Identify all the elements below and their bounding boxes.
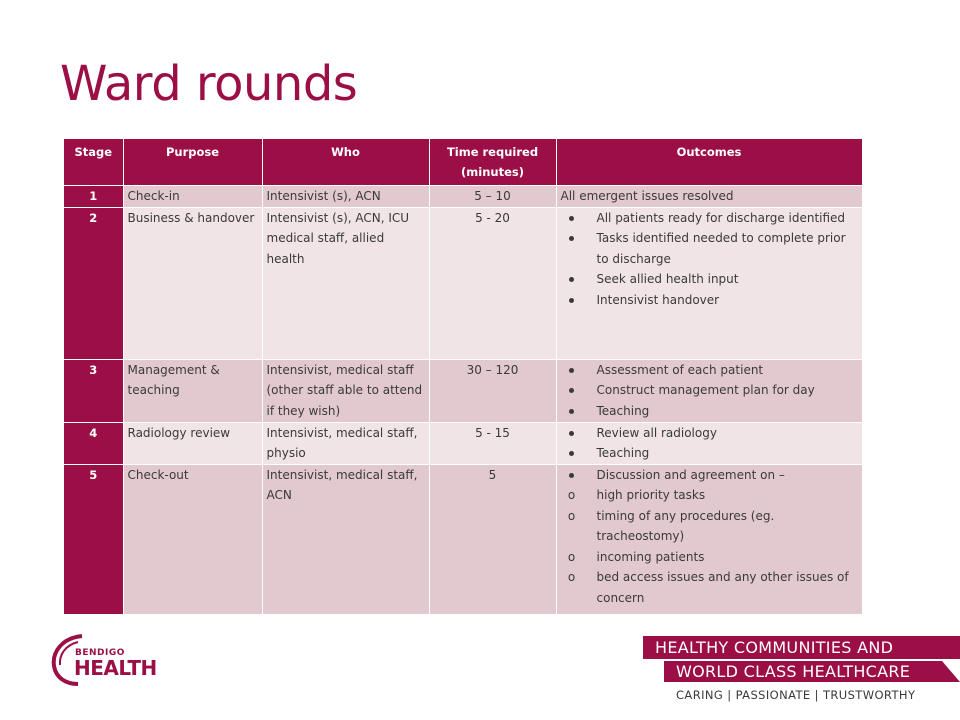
bullet-dot bbox=[569, 236, 574, 241]
table-row bbox=[64, 359, 862, 422]
table-row bbox=[64, 422, 862, 464]
list-item bbox=[561, 567, 858, 608]
who-cell: Intensivist, medical staff (other staff able to attend if they wish) bbox=[262, 359, 429, 422]
header-outcomes: Outcomes bbox=[556, 139, 862, 186]
header-time: Time required (minutes) bbox=[429, 139, 556, 186]
list-item bbox=[561, 228, 858, 269]
table-row bbox=[64, 186, 862, 208]
outcome-text: bed access issues and any other issues of concern bbox=[596, 570, 849, 605]
bendigo-health-logo bbox=[48, 630, 158, 690]
outcome-text: timing of any procedures (eg. tracheostomy) bbox=[596, 508, 775, 543]
header-purpose: Purpose bbox=[123, 139, 262, 186]
banner-line-2-text: WORLD CLASS HEALTHCARE bbox=[676, 662, 911, 681]
outcome-text: Construct management plan for day bbox=[596, 383, 815, 397]
outcomes-list bbox=[561, 465, 858, 609]
outcome-text: Review all radiology bbox=[596, 425, 717, 440]
header-stage: Stage bbox=[64, 139, 123, 186]
bullet-icon bbox=[565, 443, 579, 464]
bullet-dot bbox=[569, 277, 574, 282]
banner-notch bbox=[942, 661, 960, 682]
purpose-cell: Radiology review bbox=[123, 422, 262, 464]
logo-main-text: HEALTH bbox=[74, 656, 157, 680]
header-who: Who bbox=[262, 139, 429, 186]
tagline: CARING | PASSIONATE | TRUSTWORTHY bbox=[676, 688, 916, 702]
list-item bbox=[561, 380, 858, 401]
outcome-text: All emergent issues resolved bbox=[560, 189, 734, 203]
bullet-icon bbox=[565, 401, 579, 422]
list-item bbox=[561, 465, 858, 486]
outcome-text: incoming patients bbox=[596, 549, 705, 564]
purpose-cell: Business & handover bbox=[123, 207, 262, 359]
time-cell: 5 - 15 bbox=[429, 422, 556, 464]
outcome-text: Discussion and agreement on – bbox=[596, 467, 785, 482]
who-cell: Intensivist (s), ACN, ICU medical staff, allied health bbox=[262, 207, 429, 359]
outcome-text: Teaching bbox=[596, 403, 650, 418]
time-cell: 30 – 120 bbox=[429, 359, 556, 422]
outcomes-cell bbox=[556, 422, 862, 464]
stage-cell: 4 bbox=[64, 422, 123, 464]
bullet-dot bbox=[569, 451, 574, 456]
purpose-cell: Check-out bbox=[123, 464, 262, 614]
bullet-dot bbox=[569, 216, 574, 221]
outcome-text: Intensivist handover bbox=[596, 292, 720, 307]
ward-rounds-table bbox=[64, 139, 863, 615]
sub-bullet-icon: o bbox=[567, 570, 576, 584]
outcome-text: Assessment of each patient bbox=[596, 362, 764, 377]
bullet-icon bbox=[565, 465, 579, 486]
bullet-icon bbox=[565, 380, 579, 401]
list-item bbox=[561, 269, 858, 290]
logo-top-text: BENDIGO bbox=[75, 648, 125, 658]
list-item bbox=[561, 360, 858, 381]
table-row bbox=[64, 464, 862, 614]
list-item bbox=[561, 208, 858, 229]
outcomes-list bbox=[561, 208, 858, 311]
time-cell: 5 bbox=[429, 464, 556, 614]
purpose-cell: Check-in bbox=[123, 186, 262, 208]
outcomes-cell bbox=[556, 186, 862, 208]
outcomes-cell bbox=[556, 464, 862, 614]
bullet-dot bbox=[569, 298, 574, 303]
outcome-text: Teaching bbox=[596, 446, 650, 460]
bullet-icon bbox=[565, 228, 579, 249]
time-cell: 5 - 20 bbox=[429, 207, 556, 359]
outcome-text: Seek allied health input bbox=[596, 272, 739, 286]
bullet-icon bbox=[565, 269, 579, 290]
sub-bullet-icon: o bbox=[567, 488, 576, 502]
who-cell: Intensivist (s), ACN bbox=[262, 186, 429, 208]
table-row bbox=[64, 207, 862, 359]
outcomes-cell bbox=[556, 359, 862, 422]
list-item bbox=[561, 485, 858, 506]
bullet-icon bbox=[565, 423, 579, 444]
list-item bbox=[561, 401, 858, 422]
bullet-dot bbox=[569, 388, 574, 393]
bullet-icon bbox=[565, 208, 579, 229]
slide-title: Ward rounds bbox=[60, 56, 358, 112]
outcomes-cell bbox=[556, 207, 862, 359]
stage-cell: 2 bbox=[64, 207, 123, 359]
sub-bullet-icon: o bbox=[567, 549, 576, 564]
purpose-cell: Management & teaching bbox=[123, 359, 262, 422]
list-item bbox=[561, 506, 858, 547]
banner-line-2 bbox=[664, 661, 960, 682]
sub-bullet-icon: o bbox=[567, 508, 576, 523]
bullet-dot bbox=[569, 368, 574, 373]
who-cell: Intensivist, medical staff, ACN bbox=[262, 464, 429, 614]
bullet-dot bbox=[569, 431, 574, 436]
bullet-icon bbox=[565, 360, 579, 381]
outcomes-list bbox=[561, 423, 858, 464]
outcomes-list bbox=[561, 360, 858, 422]
outcome-text: Tasks identified needed to complete prior to discharge bbox=[596, 231, 846, 266]
outcome-text: high priority tasks bbox=[596, 488, 706, 502]
list-item bbox=[561, 423, 858, 444]
stage-cell: 3 bbox=[64, 359, 123, 422]
outcome-text: All patients ready for discharge identified bbox=[596, 210, 846, 225]
time-cell: 5 – 10 bbox=[429, 186, 556, 208]
stage-cell: 1 bbox=[64, 186, 123, 208]
stage-cell: 5 bbox=[64, 464, 123, 614]
list-item bbox=[561, 443, 858, 464]
bullet-dot bbox=[569, 473, 574, 478]
bullet-dot bbox=[569, 409, 574, 414]
banner-line-1: HEALTHY COMMUNITIES AND bbox=[643, 636, 960, 659]
list-item bbox=[561, 547, 858, 568]
bullet-icon bbox=[565, 290, 579, 311]
table-header-row bbox=[64, 139, 862, 186]
who-cell: Intensivist, medical staff, physio bbox=[262, 422, 429, 464]
list-item bbox=[561, 290, 858, 311]
